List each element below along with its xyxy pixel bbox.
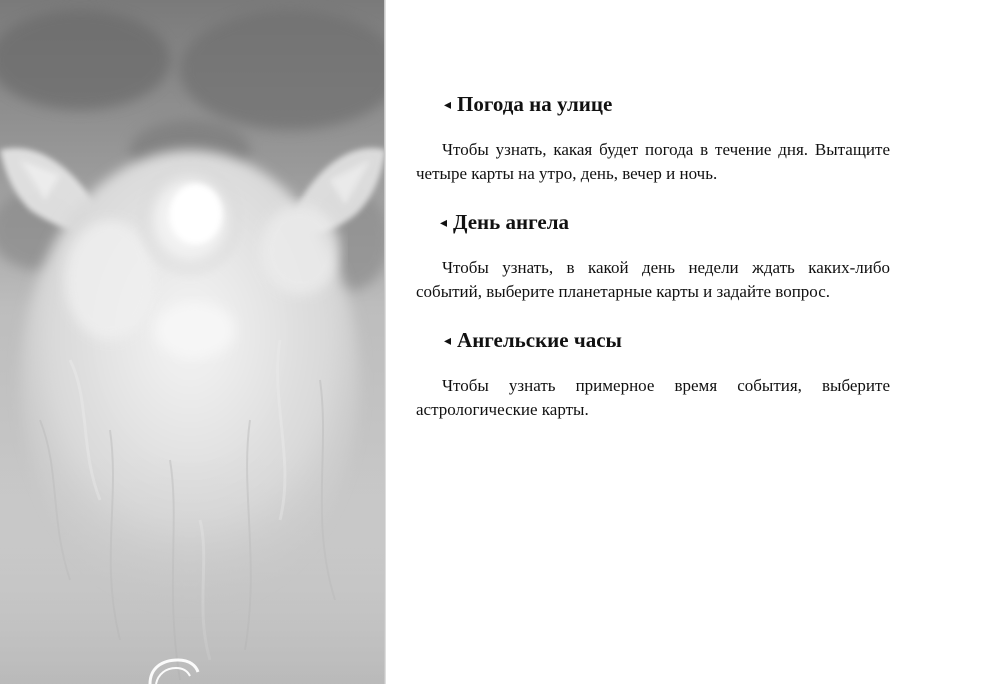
text-page [386, 0, 1000, 684]
section-weather [416, 88, 890, 186]
heading-text: Погода на улице [457, 92, 613, 116]
section-paragraph: Чтобы узнать, в какой день недели ждать каких-либо событий, выберите планетарные карты и задайте вопрос. [416, 258, 890, 301]
text-content [416, 88, 890, 442]
section-heading [440, 206, 890, 240]
heading-text: День ангела [453, 210, 569, 234]
section-heading [444, 88, 890, 122]
triangle-left-icon: ◂ [444, 98, 452, 113]
section-paragraph: Чтобы узнать, какая будет погода в течение дня. Вытащите четыре карты на утро, день, вечер и ночь. [416, 140, 890, 183]
section-angel-day [416, 206, 890, 304]
triangle-left-icon: ◂ [444, 334, 452, 349]
section-paragraph: Чтобы узнать примерное время события, выберите астрологические карты. [416, 376, 890, 419]
triangle-left-icon: ◂ [440, 216, 448, 231]
heading-text: Ангельские часы [457, 328, 622, 352]
section-heading [444, 324, 890, 358]
section-angel-hours [416, 324, 890, 422]
angel-illustration [0, 0, 386, 684]
